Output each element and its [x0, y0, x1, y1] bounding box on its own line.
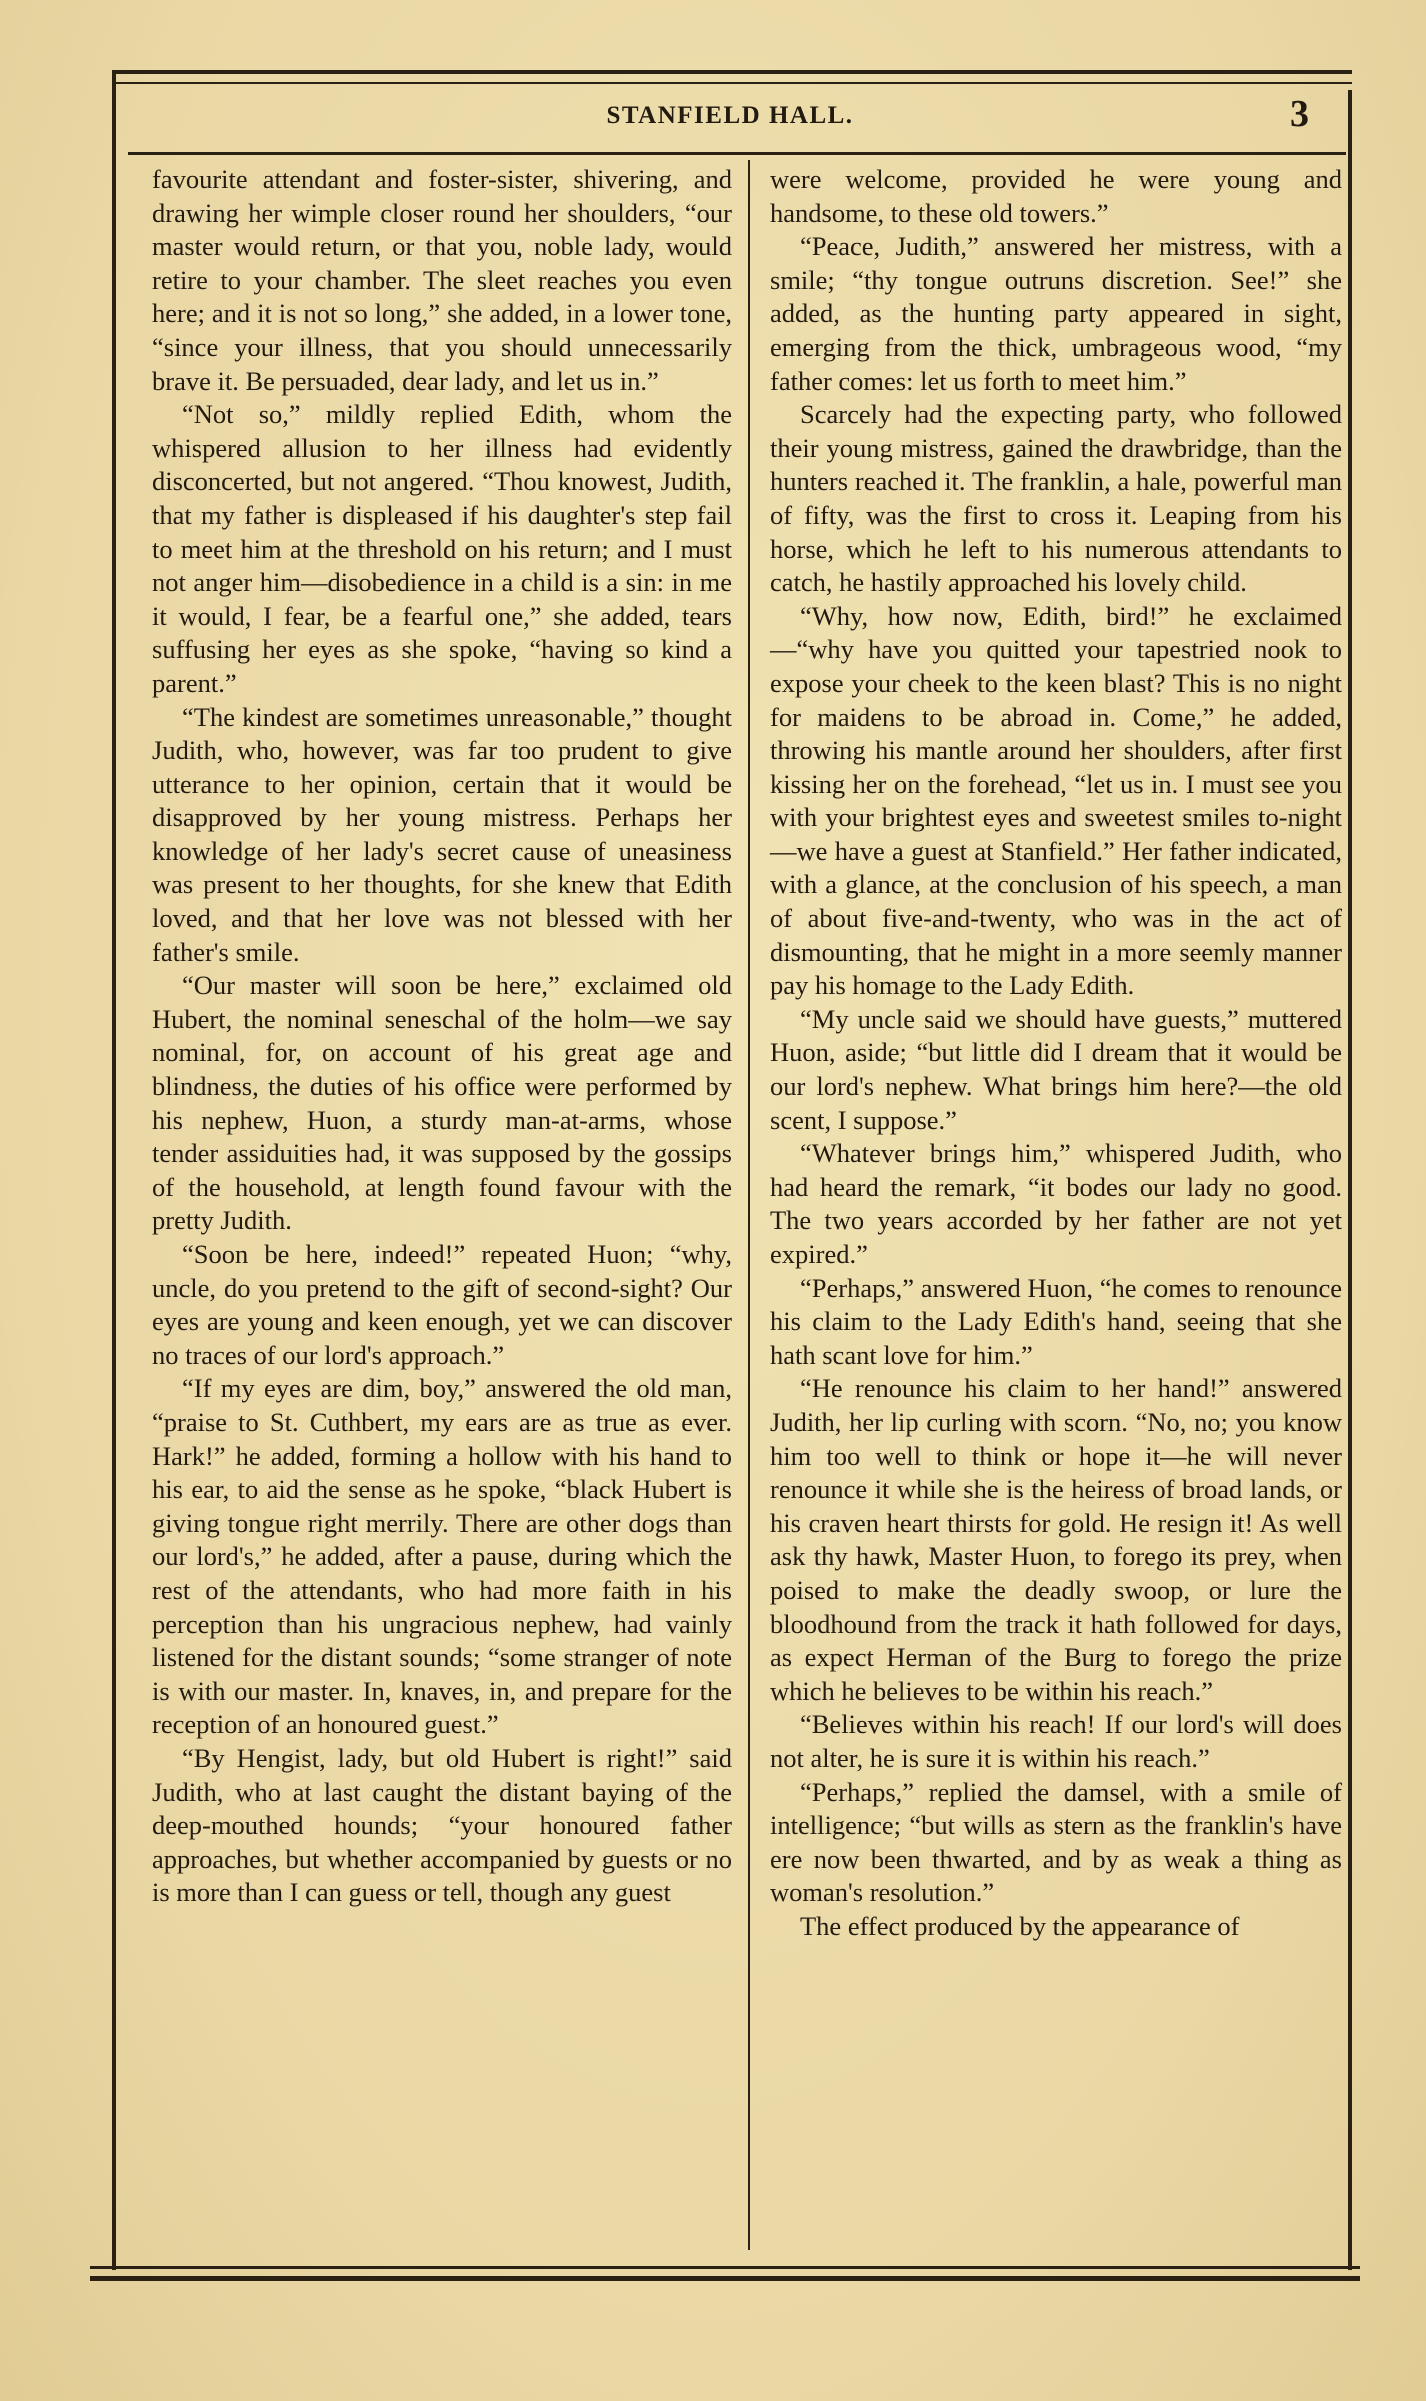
- paragraph: “Our master will soon be here,” exclaimed old Hubert, the nominal seneschal of the holm—we say nominal, for, on account of his great age and blindness, the duties of his office were performed by his nephew, Huon, a sturdy man-at-arms, whose tender assiduities had, it was supposed by the gossips of the household, at length found favour with the pretty Judith.: [152, 970, 732, 1236]
- page-number: 3: [1290, 93, 1309, 135]
- frame-left-rule: [112, 70, 116, 2270]
- paragraph: “My uncle said we should have guests,” muttered Huon, aside; “but little did I dream that it would be our lord's nephew. What brings him here?—the old scent, I suppose.”: [770, 1003, 1342, 1135]
- paragraph: “If my eyes are dim, boy,” answered the old man, “praise to St. Cuthbert, my ears are as true as ever. Hark!” he added, forming a hollow with his hand to his ear, to aid the sense as he spoke, “black Hubert is giving tongue right merrily. There are other dogs than our lord's,” he added, after a pause, during which the rest of the attendants, who had more faith in his perception than his ungracious nephew, had vainly listened for the distant sounds; “some stranger of note is with our master. In, knaves, in, and prepare for the reception of an honoured guest.”: [152, 1373, 732, 1740]
- paragraph: “Why, how now, Edith, bird!” he exclaimed—“why have you quitted your tapestried nook to expose your cheek to the keen blast? This is no night for maidens to be abroad in. Come,” he added, throwing his mantle around her shoulders, after first kissing her on the forehead, “let us in. I must see you with your brightest eyes and sweetest smiles to-night—we have a guest at Stanfield.” Her father indicated, with a glance, at the conclusion of his speech, a man of about five-and-twenty, who was in the act of dismounting, that he might in a more seemly manner pay his homage to the Lady Edith.: [770, 600, 1342, 1001]
- right-column: [770, 163, 1342, 1943]
- paragraph: “Peace, Judith,” answered her mistress, with a smile; “thy tongue outruns discretion. See!” she added, as the hunting party appeared in sight, emerging from the thick, umbrageous wood, “my father comes: let us forth to meet him.”: [770, 231, 1342, 396]
- paragraph: “Soon be here, indeed!” repeated Huon; “why, uncle, do you pretend to the gift of second-sight? Our eyes are young and keen enough, yet we can discover no traces of our lord's approach.”: [152, 1239, 732, 1370]
- paragraph: were welcome, provided he were young and handsome, to these old towers.”: [770, 164, 1342, 228]
- frame-bottom-thick-rule: [90, 2276, 1360, 2281]
- paragraph: “Perhaps,” replied the damsel, with a smile of intelligence; “but wills as stern as the franklin's have ere now been thwarted, and by as weak a thing as woman's resolution.”: [770, 1776, 1342, 1908]
- paragraph: “The kindest are sometimes unreasonable,” thought Judith, who, however, was far too prudent to give utterance to her opinion, certain that it would be disapproved by her young mistress. Perhaps her knowledge of her lady's secret cause of uneasiness was present to her thoughts, for she knew that Edith loved, and that her love was not blessed with her father's smile.: [152, 701, 732, 967]
- paragraph: favourite attendant and foster-sister, shivering, and drawing her wimple closer round her shoulders, “our master would return, or that you, noble lady, would retire to your chamber. The sleet reaches you even here; and it is not so long,” she added, in a lower tone, “since your illness, that you should unnecessarily brave it. Be persuaded, dear lady, and let us in.”: [152, 164, 732, 396]
- frame-right-rule: [1348, 90, 1352, 2270]
- paragraph: The effect produced by the appearance of: [800, 1910, 1240, 1941]
- paragraph: “Whatever brings him,” whispered Judith, who had heard the remark, “it bodes our lady no good. The two years accorded by her father are not yet expired.”: [770, 1138, 1342, 1269]
- paragraph: “He renounce his claim to her hand!” answered Judith, her lip curling with scorn. “No, no; you know him too well to think or hope it—he will never renounce it while she is the heiress of broad lands, or his craven heart thirsts for gold. He resign it! As well ask thy hawk, Master Huon, to forego its prey, when poised to make the deadly swoop, or lure the bloodhound from the track it hath followed for days, as expect Herman of the Burg to forego the prize which he believes to be within his reach.”: [770, 1373, 1342, 1706]
- paragraph: “By Hengist, lady, but old Hubert is right!” said Judith, who at last caught the distant baying of the deep-mouthed hounds; “your honoured father approaches, but whether accompanied by guests or no is more than I can guess or tell, though any guest: [152, 1742, 732, 1908]
- left-column: [152, 163, 732, 1910]
- column-divider: [748, 160, 750, 2250]
- frame-top-inner-rule: [112, 82, 1352, 84]
- running-title: STANFIELD HALL.: [606, 102, 854, 129]
- paragraph: Scarcely had the expecting party, who followed their young mistress, gained the drawbridge, than the hunters reached it. The franklin, a hale, powerful man of fifty, was the first to cross it. Leaping from his horse, which he left to his numerous attendants to catch, he hastily approached his lovely child.: [770, 399, 1342, 598]
- frame-top-rule: [112, 70, 1352, 74]
- paragraph: “Not so,” mildly replied Edith, whom the whispered allusion to her illness had evidently disconcerted, but not angered. “Thou knowest, Judith, that my father is displeased if his daughter's step fail to meet him at the threshold on his return; and I must not anger him—disobedience in a child is a sin: in me it would, I fear, be a fearful one,” she added, tears suffusing her eyes as she spoke, “having so kind a parent.”: [152, 399, 732, 698]
- frame-bottom-rule: [90, 2266, 1360, 2269]
- paragraph: “Believes within his reach! If our lord's will does not alter, he is sure it is within his reach.”: [770, 1709, 1342, 1773]
- header-rule: [128, 152, 1346, 155]
- paragraph: “Perhaps,” answered Huon, “he comes to renounce his claim to the Lady Edith's hand, seeing that she hath scant love for him.”: [770, 1272, 1342, 1370]
